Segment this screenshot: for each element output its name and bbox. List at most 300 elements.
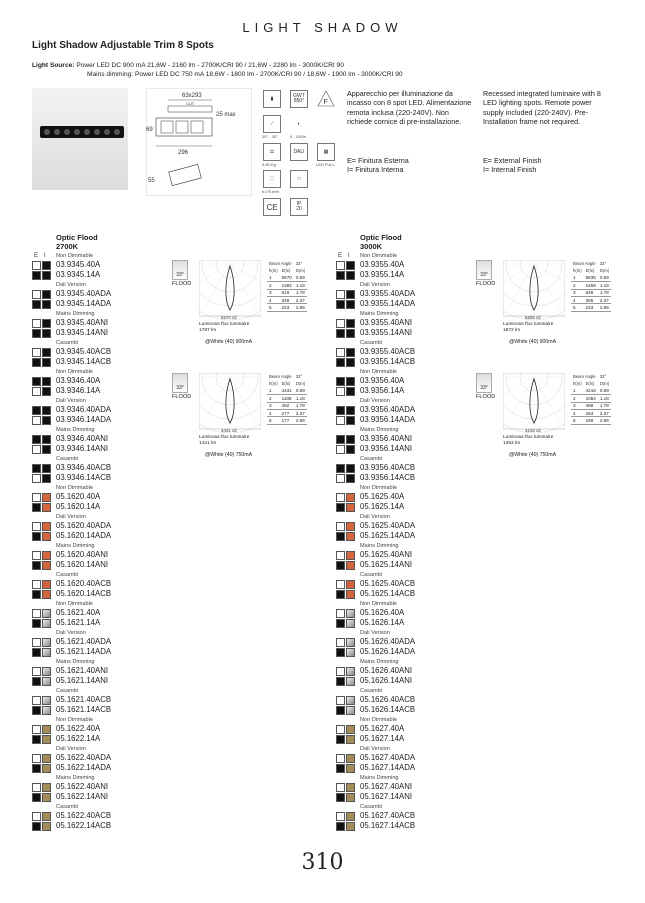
table-cell: 365 [584, 296, 598, 303]
light-source-line2: Mains dimming: Power LED DC 750 mA 18,6W - 1800 lm - 2700K/CRI 90 / 18,6W - 1900 lm - 3000K/CRI 90 [87, 71, 403, 78]
variant-label: Mains Dimming [56, 543, 95, 549]
table-cell: 648 [584, 289, 598, 296]
product-code: 05.1625.40A [360, 492, 405, 501]
technical-drawing [146, 88, 252, 196]
luminous-flux-value: 1421 lm [199, 441, 217, 446]
product-code: 05.1622.40A [56, 724, 101, 733]
product-code: 05.1620.14ANI [56, 559, 109, 569]
table-row [267, 402, 307, 409]
finish-internal-swatch [346, 522, 355, 531]
tilt-icon: ⟋ [263, 115, 281, 133]
led-full-label: LED FULL [316, 162, 335, 167]
beam-angle-badge: 33° [476, 373, 492, 393]
finish-internal-swatch [346, 435, 355, 444]
product-code: 03.9346.40ANI [56, 434, 109, 443]
finish-external-swatch [336, 503, 345, 512]
table-cell: 5 [571, 417, 584, 424]
product-code: 03.9356.40A [360, 376, 405, 385]
product-code: 05.1627.14ACB [360, 820, 416, 830]
finish-internal-en: I= Internal Finish [483, 165, 537, 175]
product-code: 05.1621.40A [56, 608, 101, 617]
luminous-flux-value: 1787 lm [199, 328, 217, 333]
product-code: 05.1621.40ACB [56, 695, 112, 704]
finish-internal-swatch [42, 503, 51, 512]
table-cell: 4 [267, 409, 280, 416]
variant-label: Mains Dimming [56, 775, 95, 781]
product-code: 05.1626.14A [360, 617, 405, 627]
table-cell: 2.96 [294, 417, 307, 424]
product-code: 05.1620.40ANI [56, 550, 109, 559]
table-row [267, 275, 307, 282]
product-code: 03.9355.14ACB [360, 356, 416, 366]
variant-label: Casambi [56, 572, 79, 578]
product-code: 03.9355.14ANI [360, 327, 413, 337]
finish-external-swatch [336, 561, 345, 570]
table-cell: 0.59 [294, 388, 307, 395]
svg-text:296: 296 [178, 150, 189, 156]
finish-external-swatch [336, 387, 345, 396]
finish-external-swatch [32, 329, 41, 338]
variant-label: Casambi [360, 804, 383, 810]
candela-value: 4216 cd [525, 428, 541, 433]
finish-external-swatch [32, 551, 41, 560]
table-row [571, 395, 611, 402]
product-code: 03.9346.40ADA [56, 405, 112, 414]
candela-value: 5570 cd [221, 315, 237, 320]
table-header-cell: 33° [599, 374, 607, 380]
table-cell: 4216 [585, 388, 596, 394]
finish-internal-swatch [346, 290, 355, 299]
finish-internal-swatch [42, 561, 51, 570]
height-label: h=75 mm [262, 189, 279, 194]
finish-internal-swatch [346, 667, 355, 676]
dimming-icon: ◐ [297, 120, 301, 127]
product-code: 05.1620.40ADA [56, 521, 112, 530]
finish-external-swatch [32, 561, 41, 570]
finish-internal-swatch [346, 590, 355, 599]
finish-external-swatch [336, 667, 345, 676]
table-row [571, 296, 611, 303]
table-row [267, 304, 307, 311]
table-cell: 0.59 [598, 388, 611, 395]
page-number: 310 [301, 850, 344, 875]
variant-label: Non Dimmable [56, 369, 93, 375]
luminous-flux-label: Luminous flux luminaire [503, 322, 554, 327]
table-subheader-cell: E(lx) [281, 268, 291, 274]
finish-internal-swatch [42, 406, 51, 415]
table-row [267, 388, 307, 395]
table-cell: 1.18 [294, 395, 307, 402]
luminous-flux-value: 1872 lm [503, 328, 521, 333]
flood-label: FLOOD [172, 281, 192, 287]
svg-text:55: 55 [148, 178, 155, 184]
finish-internal-swatch [346, 609, 355, 618]
finish-external-swatch [32, 638, 41, 647]
finish-external-swatch [336, 764, 345, 773]
product-code: 05.1620.14ADA [56, 530, 112, 540]
luminous-flux [503, 435, 583, 447]
table-cell: 169 [584, 417, 598, 424]
product-code: 05.1622.14ADA [56, 762, 112, 772]
table-cell: 348 [280, 296, 294, 303]
table-cell: 3 [571, 402, 584, 409]
table-row [267, 395, 307, 402]
finish-internal-swatch [346, 812, 355, 821]
finish-internal-swatch [42, 416, 51, 425]
table-header-cell: 33° [295, 261, 303, 267]
product-code: 05.1625.14ANI [360, 559, 413, 569]
finish-external-swatch [32, 522, 41, 531]
table-cell: 2 [571, 395, 584, 402]
finish-external-swatch [32, 377, 41, 386]
photometric-block [476, 260, 645, 352]
table-row [267, 282, 307, 289]
finish-external-swatch [336, 435, 345, 444]
product-code: 03.9345.14ADA [56, 298, 112, 308]
polar-diagram [503, 260, 565, 322]
finish-external-swatch [336, 609, 345, 618]
variant-label: Dali Version [56, 746, 86, 752]
finish-internal-swatch [42, 387, 51, 396]
table-cell: 5570 [281, 275, 292, 281]
product-code: 05.1627.40ANI [360, 782, 413, 791]
finish-external-it: E= Finitura Esterna [347, 156, 409, 165]
product-code: 05.1627.40ACB [360, 811, 416, 820]
svg-text:69: 69 [146, 127, 153, 133]
table-header-cell: 33° [295, 374, 303, 380]
finish-internal-swatch [346, 551, 355, 560]
finish-external-swatch [336, 551, 345, 560]
variant-label: Dali Version [360, 630, 390, 636]
product-code: 05.1622.40ACB [56, 811, 112, 820]
variant-label: Non Dimmable [56, 253, 93, 259]
product-code: 03.9346.40ACB [56, 463, 112, 472]
illuminance-table [267, 260, 307, 312]
luminous-flux-label: Luminous flux luminaire [199, 322, 250, 327]
finish-external-swatch [32, 435, 41, 444]
table-row [571, 289, 611, 296]
spot-icon: ▮ [263, 90, 281, 108]
product-code: 05.1626.40A [360, 608, 405, 617]
finish-external-swatch [32, 358, 41, 367]
finish-external-swatch [32, 319, 41, 328]
photometric-block [172, 260, 347, 352]
finish-external-swatch [336, 406, 345, 415]
f-mark-icon [317, 90, 335, 108]
product-code: 05.1626.14ACB [360, 704, 416, 714]
finish-external-swatch [32, 706, 41, 715]
table-row [571, 282, 611, 289]
product-code: 05.1621.14ACB [56, 704, 112, 714]
optic-label: Optic Flood [56, 233, 98, 242]
white-current-label: @White (40) 900mA [205, 339, 253, 345]
table-cell: 1.18 [598, 282, 611, 289]
product-code: 03.9356.14A [360, 385, 405, 395]
luminous-flux-label: Luminous flux luminaire [503, 435, 554, 440]
table-cell: 2.37 [294, 409, 307, 416]
external-col-label: E [338, 253, 343, 259]
table-subheader-cell: E(lx) [585, 381, 595, 387]
flood-label: FLOOD [476, 281, 496, 287]
table-subheader-cell: h(m) [269, 381, 278, 387]
finish-internal-swatch [42, 329, 51, 338]
table-cell: 4 [267, 296, 280, 303]
table-cell: 2.96 [294, 304, 307, 311]
finish-external-swatch [336, 348, 345, 357]
finish-external-swatch [336, 377, 345, 386]
finish-internal-swatch [42, 677, 51, 686]
finish-external-swatch [336, 638, 345, 647]
finish-external-swatch [32, 474, 41, 483]
ip-label: IP [296, 201, 302, 207]
variant-label: Non Dimmable [360, 253, 397, 259]
finish-external-swatch [32, 812, 41, 821]
finish-internal-swatch [42, 348, 51, 357]
product-code: 05.1621.14ADA [56, 646, 112, 656]
svg-text:25 max: 25 max [216, 112, 236, 118]
product-code: 03.9356.14ADA [360, 414, 416, 424]
finish-internal-swatch [42, 445, 51, 454]
product-code: 03.9345.14A [56, 269, 101, 279]
variant-label: Non Dimmable [360, 601, 397, 607]
ip-value: 20 [296, 206, 302, 212]
finish-internal-swatch [42, 551, 51, 560]
product-code: 05.1621.14ANI [56, 675, 109, 685]
finish-internal-swatch [42, 435, 51, 444]
polar-diagram [503, 373, 565, 435]
table-subheader-row [267, 267, 307, 274]
table-cell: 4431 [281, 388, 292, 394]
finish-internal-swatch [42, 696, 51, 705]
internal-col-label: I [348, 253, 350, 259]
finish-internal-swatch [346, 735, 355, 744]
finish-internal-swatch [346, 493, 355, 502]
white-current-label: @White (40) 750mA [205, 452, 253, 458]
table-cell: 468 [584, 402, 598, 409]
finish-external-swatch [336, 329, 345, 338]
finish-internal-swatch [346, 532, 355, 541]
product-code: 05.1620.14A [56, 501, 101, 511]
finish-external-swatch [336, 493, 345, 502]
finish-internal-swatch [42, 474, 51, 483]
variant-label: Non Dimmable [360, 485, 397, 491]
finish-legend-it [347, 156, 409, 175]
finish-internal-swatch [346, 561, 355, 570]
finish-external-swatch [32, 725, 41, 734]
finish-internal-swatch [346, 445, 355, 454]
color-temp-label: 2700K [56, 242, 79, 251]
product-code: 05.1626.40ACB [360, 695, 416, 704]
ip-rating-icon [290, 198, 308, 216]
table-header-row [571, 260, 611, 267]
table-cell: 4 [571, 409, 584, 416]
product-code: 03.9356.40ADA [360, 405, 416, 414]
beam-angle-badge: 33° [476, 260, 492, 280]
product-code: 03.9356.40ANI [360, 434, 413, 443]
finish-external-swatch [336, 416, 345, 425]
finish-external-swatch [336, 464, 345, 473]
product-code: 03.9355.40ACB [360, 347, 416, 356]
finish-external-swatch [336, 812, 345, 821]
finish-external-swatch [32, 406, 41, 415]
finish-external-swatch [32, 590, 41, 599]
finish-internal-swatch [346, 377, 355, 386]
finish-internal-swatch [42, 522, 51, 531]
table-cell: 619 [280, 289, 294, 296]
recessed-icon: □ [290, 170, 308, 188]
table-row [571, 402, 611, 409]
table-subheader-cell: E(lx) [585, 268, 595, 274]
table-header-cell: Beam Angle [573, 374, 596, 380]
white-current-label: @White (40) 900mA [509, 339, 557, 345]
table-header-cell: 33° [599, 261, 607, 267]
finish-internal-swatch [346, 503, 355, 512]
table-cell: 3 [267, 402, 280, 409]
table-subheader-cell: D(m) [295, 268, 306, 274]
product-code: 05.1621.14A [56, 617, 101, 627]
table-subheader-cell: h(m) [269, 268, 278, 274]
variant-label: Casambi [56, 804, 79, 810]
description-it: Apparecchio per illuminazione da incasso con 8 spot LED. Alimentazione remota inclusa (220-240V). Non richiede cornice di pre-installazione. [347, 89, 472, 126]
light-source-label: Light Source: [32, 62, 75, 69]
finish-internal-swatch [42, 377, 51, 386]
finish-internal-swatch [42, 725, 51, 734]
table-cell: 1 [267, 388, 280, 395]
finish-external-swatch [336, 290, 345, 299]
finish-internal-swatch [346, 822, 355, 831]
finish-legend-en [483, 156, 542, 175]
photometric-block [476, 373, 645, 465]
finish-internal-swatch [42, 290, 51, 299]
table-cell: 1054 [585, 396, 596, 402]
variant-label: Dali Version [360, 514, 390, 520]
product-code: 05.1625.14ADA [360, 530, 416, 540]
product-code: 05.1625.40ADA [360, 521, 416, 530]
table-cell: 177 [280, 417, 294, 424]
finish-external-swatch [32, 696, 41, 705]
height-icon: ⬚ [263, 170, 281, 188]
table-cell: 1 [571, 388, 584, 395]
svg-text:CUT: CUT [186, 101, 195, 106]
table-cell: 264 [584, 409, 598, 416]
finish-internal-swatch [42, 319, 51, 328]
finish-internal-swatch [346, 638, 355, 647]
product-code: 03.9356.40ACB [360, 463, 416, 472]
product-code: 05.1626.14ANI [360, 675, 413, 685]
finish-internal-swatch [346, 648, 355, 657]
table-cell: 2 [571, 282, 584, 289]
finish-internal-swatch [42, 638, 51, 647]
luminous-flux [503, 322, 583, 334]
product-code: 03.9346.14A [56, 385, 101, 395]
finish-internal-it: I= Finitura Interna [347, 165, 404, 175]
product-code: 05.1622.14A [56, 733, 101, 743]
table-cell: 1.18 [598, 395, 611, 402]
finish-internal-swatch [42, 793, 51, 802]
light-source-text: Power LED DC 900 mA 21,6W - 2160 lm - 2700K/CRI 90 / 21,6W - 2280 lm - 3000K/CRI 90 [76, 62, 344, 69]
illuminance-table [267, 373, 307, 425]
finish-external-swatch [336, 261, 345, 270]
table-subheader-cell: D(m) [599, 381, 610, 387]
dim-range-label: 0 - 100% [290, 134, 307, 139]
finish-internal-swatch [346, 300, 355, 309]
table-cell: 2.37 [598, 296, 611, 303]
finish-internal-swatch [346, 406, 355, 415]
product-code: 05.1625.14ACB [360, 588, 416, 598]
finish-external-swatch [32, 783, 41, 792]
table-cell: 4 [571, 296, 584, 303]
table-subheader-cell: h(m) [573, 268, 582, 274]
finish-external-swatch [32, 764, 41, 773]
gwt-icon: GWT 850° [290, 90, 308, 108]
product-code: 05.1626.14ADA [360, 646, 416, 656]
finish-internal-swatch [42, 783, 51, 792]
finish-external-swatch [336, 696, 345, 705]
table-cell: 1.78 [598, 402, 611, 409]
table-cell: 233 [584, 304, 598, 311]
finish-external-swatch [32, 387, 41, 396]
product-code: 03.9356.14ACB [360, 472, 416, 482]
illuminance-table [571, 260, 611, 312]
table-header-cell: Beam Angle [269, 374, 292, 380]
table-cell: 2 [267, 282, 280, 289]
finish-internal-swatch [346, 348, 355, 357]
product-code: 03.9346.40A [56, 376, 101, 385]
table-subheader-cell: E(lx) [281, 381, 291, 387]
finish-internal-swatch [42, 706, 51, 715]
product-code: 03.9355.14ADA [360, 298, 416, 308]
finish-external-swatch [32, 261, 41, 270]
external-col-label: E [34, 253, 39, 259]
finish-external-swatch [336, 735, 345, 744]
table-row [267, 296, 307, 303]
variant-label: Casambi [360, 572, 383, 578]
finish-internal-swatch [346, 319, 355, 328]
table-subheader-cell: D(m) [599, 268, 610, 274]
product-code: 05.1627.40ADA [360, 753, 416, 762]
table-cell: 3 [571, 289, 584, 296]
variant-label: Non Dimmable [360, 717, 397, 723]
finish-internal-swatch [42, 648, 51, 657]
finish-internal-swatch [346, 783, 355, 792]
product-code: 05.1620.40ACB [56, 579, 112, 588]
variant-label: Mains Dimming [360, 311, 399, 317]
finish-internal-swatch [346, 619, 355, 628]
column-header-0 [56, 233, 98, 251]
product-code: 05.1627.14A [360, 733, 405, 743]
finish-external-swatch [336, 822, 345, 831]
product-code: 05.1627.14ANI [360, 791, 413, 801]
product-code: 05.1625.14A [360, 501, 405, 511]
finish-internal-swatch [42, 735, 51, 744]
table-cell: 5 [267, 417, 280, 424]
finish-external-swatch [336, 754, 345, 763]
table-header-row [267, 373, 307, 380]
luminous-flux [199, 322, 279, 334]
variant-label: Casambi [56, 688, 79, 694]
finish-external-swatch [32, 300, 41, 309]
illuminance-table [571, 373, 611, 425]
finish-internal-swatch [42, 764, 51, 773]
table-cell: 2.96 [598, 417, 611, 424]
table-cell: 492 [280, 402, 294, 409]
product-code: 03.9355.14A [360, 269, 405, 279]
finish-external-swatch [32, 580, 41, 589]
table-subheader-cell: D(m) [295, 381, 306, 387]
variant-label: Mains Dimming [56, 659, 95, 665]
product-code: 05.1626.40ADA [360, 637, 416, 646]
table-cell: 5 [571, 304, 584, 311]
